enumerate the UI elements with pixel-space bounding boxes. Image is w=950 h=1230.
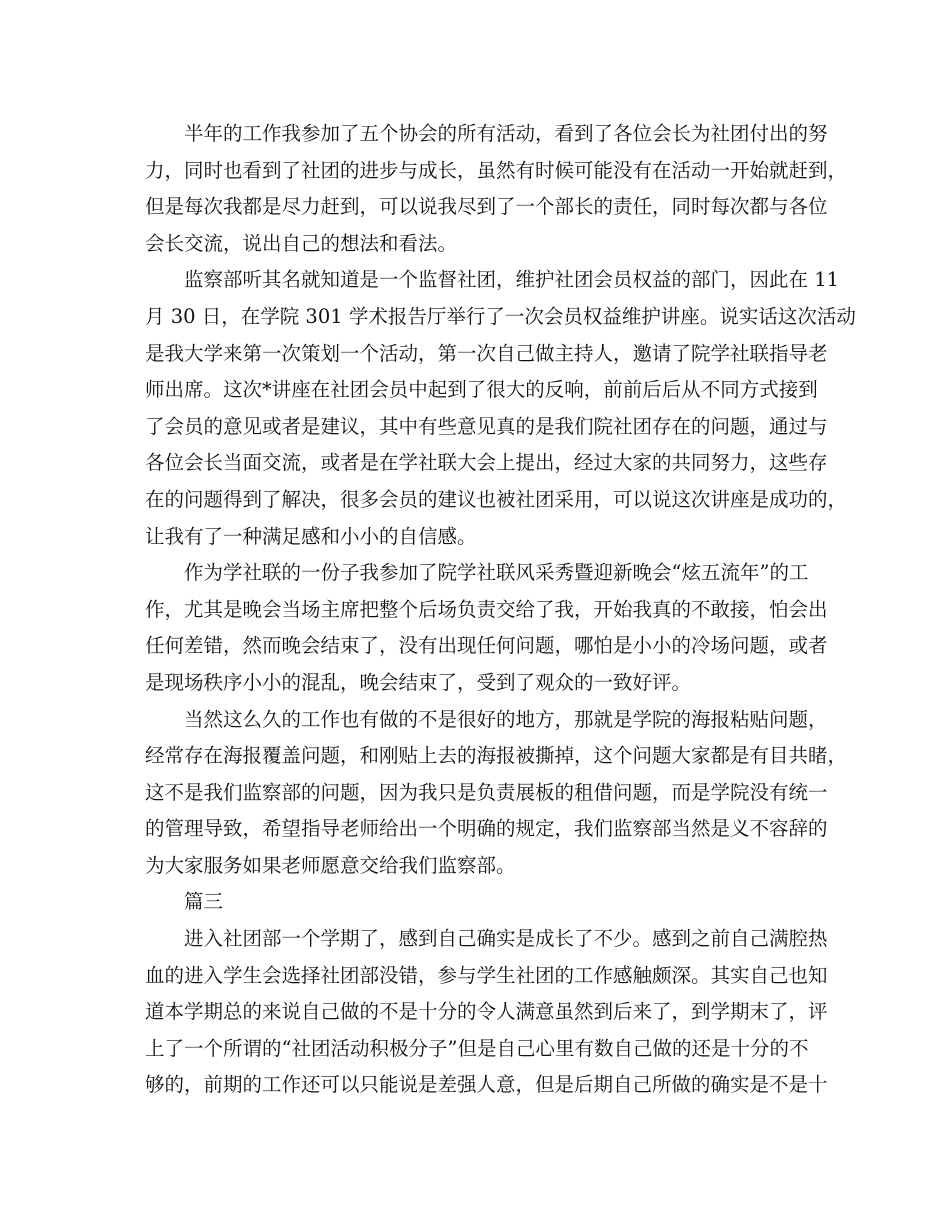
paragraph <box>145 116 848 262</box>
text-line: 当然这么久的工作也有做的不是很好的地方，那就是学院的海报粘贴问题， <box>184 707 828 731</box>
paragraph <box>145 555 828 701</box>
text-line: 道本学期总的来说自己做的不是十分的令人满意虽然到后来了，到学期末了，评 <box>145 1000 828 1024</box>
text-line: 够的，前期的工作还可以只能说是差强人意，但是后期自己所做的确实是不是十 <box>145 1073 828 1097</box>
text-line: 经常存在海报覆盖问题，和刚贴上去的海报被撕掉，这个问题大家都是有目共睹， <box>145 744 848 768</box>
text-line: 为大家服务如果老师愿意交给我们监察部。 <box>145 853 516 877</box>
text-line: 在的问题得到了解决，很多会员的建议也被社团采用，可以说这次讲座是成功的， <box>145 487 848 511</box>
text-line: 进入社团部一个学期了，感到自己确实是成长了不少。感到之前自己满腔热 <box>184 927 828 951</box>
text-line: 半年的工作我参加了五个协会的所有活动，看到了各位会长为社团付出的努 <box>184 122 828 145</box>
text-line: 是现场秩序小小的混乱，晚会结束了，受到了观众的一致好评。 <box>145 670 692 694</box>
text-line: 月 30 日，在学院 301 学术报告厅举行了一次会员权益维护讲座。说实话这次活动 <box>145 304 856 328</box>
paragraph <box>145 921 828 1104</box>
text-line: 上了一个所谓的“社团活动积极分子”但是自己心里有数自己做的还是十分的不 <box>145 1036 809 1060</box>
text-line: 血的进入学生会选择社团部没错，参与学生社团的工作感触颇深。其实自己也知 <box>145 963 828 987</box>
text-line: 会长交流，说出自己的想法和看法。 <box>145 231 458 255</box>
text-line: 各位会长当面交流，或者是在学社联大会上提出，经过大家的共同努力，这些存 <box>145 451 828 475</box>
text-line: 这不是我们监察部的问题，因为我只是负责展板的租借问题，而是学院没有统一 <box>145 780 828 804</box>
section-heading <box>145 884 807 921</box>
document-page <box>145 116 856 1104</box>
paragraph <box>145 702 848 885</box>
text-line: 作，尤其是晚会当场主席把整个后场负责交给了我，开始我真的不敢接，怕会出 <box>145 597 828 621</box>
text-line: 任何差错，然而晚会结束了，没有出现任何问题，哪怕是小小的冷场问题，或者 <box>145 634 828 658</box>
paragraph <box>145 262 856 555</box>
text-line: 是我大学来第一次策划一个活动，第一次自己做主持人，邀请了院学社联指导老 <box>145 341 828 365</box>
text-line: 了会员的意见或者是建议，其中有些意见真的是我们院社团存在的问题，通过与 <box>145 414 828 438</box>
text-line: 力，同时也看到了社团的进步与成长，虽然有时候可能没有在活动一开始就赶到， <box>145 158 848 182</box>
heading-text: 篇三 <box>184 890 224 914</box>
text-line: 但是每次我都是尽力赶到，可以说我尽到了一个部长的责任，同时每次都与各位 <box>145 195 828 219</box>
text-line: 作为学社联的一份子我参加了院学社联风采秀暨迎新晚会“炫五流年”的工 <box>184 561 809 585</box>
text-line: 让我有了一种满足感和小小的自信感。 <box>145 524 477 548</box>
text-line: 监察部听其名就知道是一个监督社团，维护社团会员权益的部门，因此在 11 <box>184 268 840 292</box>
text-line: 的管理导致，希望指导老师给出一个明确的规定，我们监察部当然是义不容辞的 <box>145 817 828 841</box>
text-line: 师出席。这次*讲座在社团会员中起到了很大的反响，前前后后从不同方式接到 <box>145 378 818 402</box>
